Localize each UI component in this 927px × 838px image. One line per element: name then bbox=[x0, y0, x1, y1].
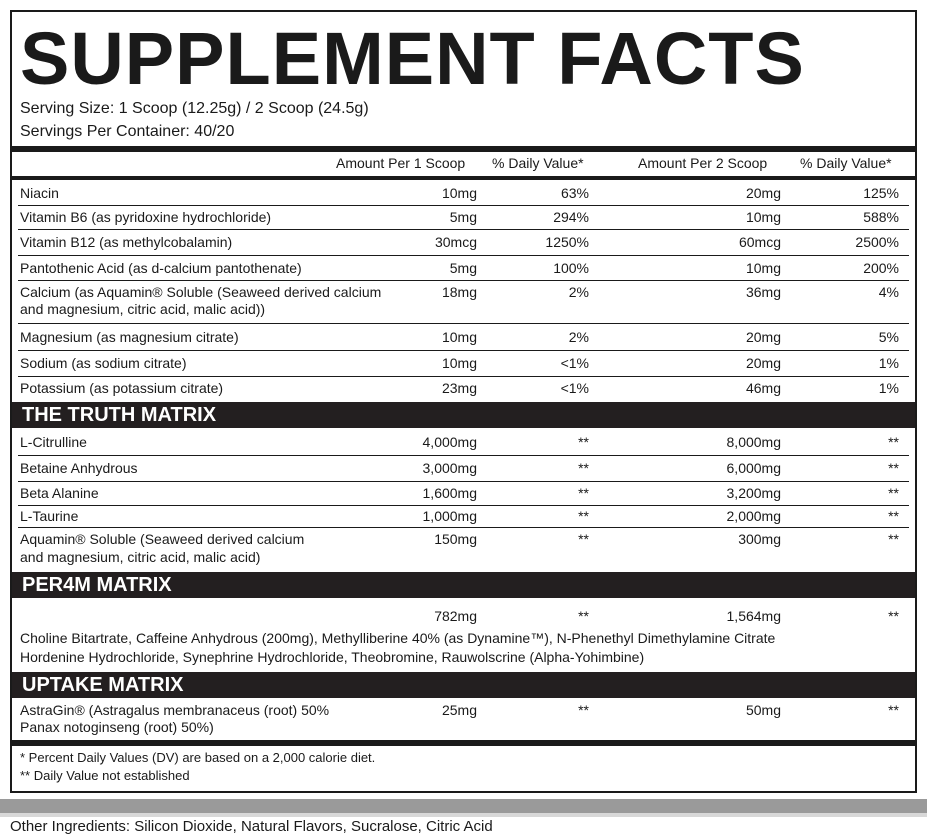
row-divider bbox=[18, 350, 909, 351]
dv-1: ** bbox=[578, 434, 589, 450]
dv-2: ** bbox=[888, 531, 899, 547]
ingredient-name: L-Taurine bbox=[20, 508, 79, 524]
amount-2: 10mg bbox=[745, 260, 781, 276]
row-divider bbox=[18, 481, 909, 482]
row-divider bbox=[18, 376, 909, 377]
dv-2: 4% bbox=[878, 284, 899, 300]
nutrient-name: Pantothenic Acid (as d-calcium pantothenate) bbox=[20, 260, 302, 276]
column-header-divider bbox=[12, 176, 915, 180]
amount-1: 23mg bbox=[441, 380, 477, 396]
row-divider bbox=[18, 229, 909, 230]
header-amount-2-scoop: Amount Per 2 Scoop bbox=[638, 155, 768, 171]
amount-1: 150mg bbox=[434, 531, 477, 547]
row-divider bbox=[18, 505, 909, 506]
amount-1: 4,000mg bbox=[422, 434, 477, 450]
dv-2: ** bbox=[888, 702, 899, 718]
dv-2: 1% bbox=[878, 355, 899, 371]
amount-2: 20mg bbox=[745, 355, 781, 371]
dv-2: 2500% bbox=[855, 234, 899, 250]
dv-2: 1% bbox=[878, 380, 899, 396]
texture-strip-edge bbox=[0, 813, 927, 817]
nutrient-name: Vitamin B12 (as methylcobalamin) bbox=[20, 234, 233, 250]
dv-1: <1% bbox=[560, 380, 589, 396]
dv-2: 5% bbox=[878, 329, 899, 345]
ingredient-name: Betaine Anhydrous bbox=[20, 460, 138, 476]
amount-1: 18mg bbox=[441, 284, 477, 300]
amount-2: 20mg bbox=[745, 329, 781, 345]
dv-1: 2% bbox=[568, 329, 589, 345]
dv-1: 63% bbox=[560, 185, 589, 201]
supplement-facts-panel bbox=[10, 10, 917, 793]
row-divider bbox=[18, 205, 909, 206]
nutrient-name: Niacin bbox=[20, 185, 59, 201]
dv-1: ** bbox=[578, 508, 589, 524]
amount-2: 300mg bbox=[738, 531, 781, 547]
dv-2: 125% bbox=[863, 185, 899, 201]
dv-1: ** bbox=[578, 460, 589, 476]
dv-2: ** bbox=[888, 460, 899, 476]
dv-2: ** bbox=[888, 434, 899, 450]
footnote-not-established: ** Daily Value not established bbox=[20, 768, 190, 783]
nutrient-name: Vitamin B6 (as pyridoxine hydrochloride) bbox=[20, 209, 272, 225]
amount-2: 50mg bbox=[745, 702, 781, 718]
ingredient-name: L-Citrulline bbox=[20, 434, 87, 450]
serving-size: Serving Size: 1 Scoop (12.25g) / 2 Scoop (24.5g) bbox=[20, 100, 369, 117]
amount-2: 6,000mg bbox=[726, 460, 781, 476]
amount-1: 25mg bbox=[441, 702, 477, 718]
amount-1: 30mcg bbox=[434, 234, 477, 250]
header-dv-1: % Daily Value* bbox=[492, 155, 584, 171]
amount-1: 1,000mg bbox=[422, 508, 477, 524]
ingredient-name: Aquamin® Soluble (Seaweed derived calcium bbox=[20, 531, 305, 547]
dv-1: ** bbox=[578, 702, 589, 718]
per4m-matrix-header: PER4M MATRIX bbox=[12, 572, 915, 598]
amount-2: 36mg bbox=[745, 284, 781, 300]
amount-2: 1,564mg bbox=[726, 608, 781, 624]
dv-1: 2% bbox=[568, 284, 589, 300]
dv-2: 200% bbox=[863, 260, 899, 276]
amount-1: 10mg bbox=[441, 185, 477, 201]
row-divider bbox=[18, 323, 909, 324]
blend-ingredients-line-1: Choline Bitartrate, Caffeine Anhydrous (200mg), Methylliberine 40% (as Dynamine™), N-Phenethyl Dimethylamine Citrate bbox=[20, 630, 776, 646]
nutrient-name: Magnesium (as magnesium citrate) bbox=[20, 329, 239, 345]
truth-matrix-header: THE TRUTH MATRIX bbox=[12, 402, 915, 428]
dv-2: ** bbox=[888, 608, 899, 624]
amount-1: 10mg bbox=[441, 329, 477, 345]
ingredient-name-cont: Panax notoginseng (root) 50%) bbox=[20, 719, 214, 735]
dv-2: ** bbox=[888, 485, 899, 501]
amount-1: 3,000mg bbox=[422, 460, 477, 476]
nutrient-name: Sodium (as sodium citrate) bbox=[20, 355, 187, 371]
blend-ingredients-line-2: Hordenine Hydrochloride, Synephrine Hydrochloride, Theobromine, Rauwolscrine (Alpha-Yohimbine) bbox=[20, 649, 645, 665]
dv-2: ** bbox=[888, 508, 899, 524]
dv-1: ** bbox=[578, 485, 589, 501]
header-amount-1-scoop: Amount Per 1 Scoop bbox=[336, 155, 466, 171]
nutrient-name: Potassium (as potassium citrate) bbox=[20, 380, 224, 396]
row-divider bbox=[18, 255, 909, 256]
amount-2: 3,200mg bbox=[726, 485, 781, 501]
amount-1: 5mg bbox=[449, 209, 477, 225]
dv-1: <1% bbox=[560, 355, 589, 371]
amount-2: 8,000mg bbox=[726, 434, 781, 450]
nutrient-name: Calcium (as Aquamin® Soluble (Seaweed derived calcium bbox=[20, 284, 382, 300]
row-divider bbox=[18, 527, 909, 528]
amount-2: 10mg bbox=[745, 209, 781, 225]
amount-1: 5mg bbox=[449, 260, 477, 276]
dv-1: 1250% bbox=[545, 234, 589, 250]
dv-1: 294% bbox=[553, 209, 589, 225]
footnote-dv: * Percent Daily Values (DV) are based on a 2,000 calorie diet. bbox=[20, 750, 376, 765]
texture-strip bbox=[0, 799, 927, 813]
amount-2: 46mg bbox=[745, 380, 781, 396]
ingredient-name: Beta Alanine bbox=[20, 485, 99, 501]
dv-1: ** bbox=[578, 531, 589, 547]
header-divider bbox=[12, 146, 915, 152]
dv-1: 100% bbox=[553, 260, 589, 276]
ingredient-name: AstraGin® (Astragalus membranaceus (root) 50% bbox=[20, 702, 330, 718]
ingredient-name-cont: and magnesium, citric acid, malic acid) bbox=[20, 549, 261, 565]
amount-2: 2,000mg bbox=[726, 508, 781, 524]
row-divider bbox=[18, 455, 909, 456]
dv-2: 588% bbox=[863, 209, 899, 225]
amount-2: 20mg bbox=[745, 185, 781, 201]
dv-1: ** bbox=[578, 608, 589, 624]
nutrient-name-cont: and magnesium, citric acid, malic acid)) bbox=[20, 301, 266, 317]
amount-1: 10mg bbox=[441, 355, 477, 371]
servings-per-container: Servings Per Container: 40/20 bbox=[20, 123, 235, 140]
amount-1: 1,600mg bbox=[422, 485, 477, 501]
uptake-matrix-header: UPTAKE MATRIX bbox=[12, 672, 915, 698]
row-divider bbox=[18, 280, 909, 281]
amount-1: 782mg bbox=[434, 608, 477, 624]
header-dv-2: % Daily Value* bbox=[800, 155, 892, 171]
footnote-divider bbox=[12, 740, 915, 746]
panel-title: SUPPLEMENT FACTS bbox=[20, 17, 805, 100]
other-ingredients: Other Ingredients: Silicon Dioxide, Natural Flavors, Sucralose, Citric Acid bbox=[10, 818, 493, 835]
amount-2: 60mcg bbox=[738, 234, 781, 250]
